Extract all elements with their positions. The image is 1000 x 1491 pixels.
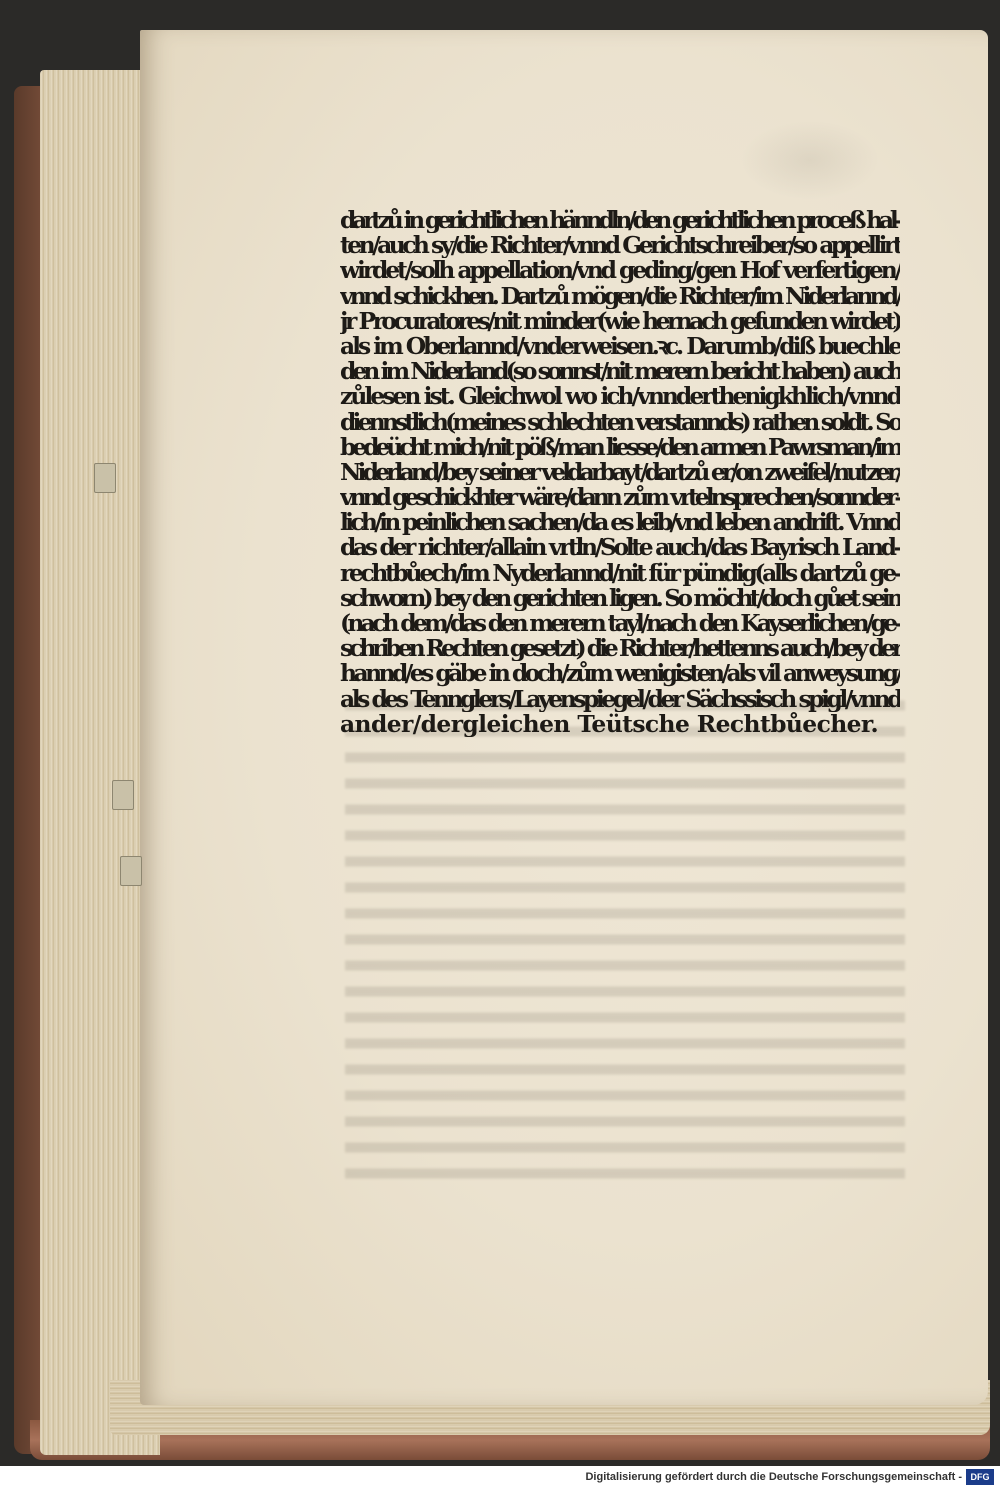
page-tab-marker xyxy=(112,780,134,810)
page-body-text xyxy=(340,208,900,737)
text-line: schworn) bey den gerichten ligen. So möcht/doch gůet sein xyxy=(340,585,900,611)
text-line: (nach dem/das den merern tayl/nach den Kayserlichen/ge- xyxy=(340,611,900,637)
text-line: wirdet/solh appellation/vnd geding/gen Hof verfertigen/ xyxy=(340,258,900,284)
text-line: ander/dergleichen Teütsche Rechtbůecher. xyxy=(340,711,879,737)
text-line: vnnd geschickhter wäre/dann zům vrtelnsprechen/sonnder- xyxy=(340,485,900,511)
text-line: Niderland/bey seiner veldarbayt/dartzů er/on zweifel/nutzer/ xyxy=(340,459,900,486)
dfg-logo-icon: DFG xyxy=(966,1469,994,1485)
text-line: schriben Rechten gesetzt) die Richter/hettenns auch/bey der xyxy=(340,636,900,662)
text-line: lich/in peinlichen sachen/da es leib/vnd leben andrift. Vnnd xyxy=(340,510,900,536)
footer-bar xyxy=(0,1466,1000,1491)
text-line: den im Niderland(so sonnst/nit merern bericht haben) auch xyxy=(340,359,900,385)
text-line: diennstlich(meines schlechten verstannds) rathen soldt. So xyxy=(340,409,900,435)
text-line: hannd/es gäbe in doch/zům wenigisten/als vil anweysung/ xyxy=(340,661,900,687)
text-line: jr Procuratores/nit minder(wie hernach gefunden wirdet) xyxy=(340,308,900,334)
page-tab-marker xyxy=(94,463,116,493)
text-line: zůlesen ist. Gleichwol wo ich/vnnderthenigkhlich/vnnd xyxy=(340,384,900,410)
text-line: ten/auch sy/die Richter/vnnd Gerichtschreiber/so appellirt xyxy=(340,233,900,259)
show-through-ornament xyxy=(740,120,880,200)
text-line: das der richter/allain vrtln/Solte auch/das Bayrisch Land- xyxy=(340,535,900,561)
text-line: rechtbůech/im Nyderlannd/nit für pündig(alls dartzů ge- xyxy=(340,560,900,586)
funding-credit: Digitalisierung gefördert durch die Deutsche Forschungsgemeinschaft - xyxy=(585,1471,962,1483)
text-line: vnnd schickhen. Dartzů mögen/die Richter/im Niderlannd/ xyxy=(340,283,900,309)
text-line: dartzů in gerichtlichen hänndln/den gerichtlichen proceß hal- xyxy=(340,208,900,234)
show-through-text xyxy=(345,690,905,1190)
text-line: als im Oberlannd/vnderweisen.ꝛc. Darumb/diß buechle xyxy=(340,333,900,360)
page-tab-marker xyxy=(120,856,142,886)
text-line: als des Tennglers/Layenspiegel/der Sächssisch spigl/vnnd xyxy=(340,686,900,712)
text-line: bedeücht mich/nit pöß/man liesse/den armen Pawrsman/im xyxy=(340,434,900,460)
